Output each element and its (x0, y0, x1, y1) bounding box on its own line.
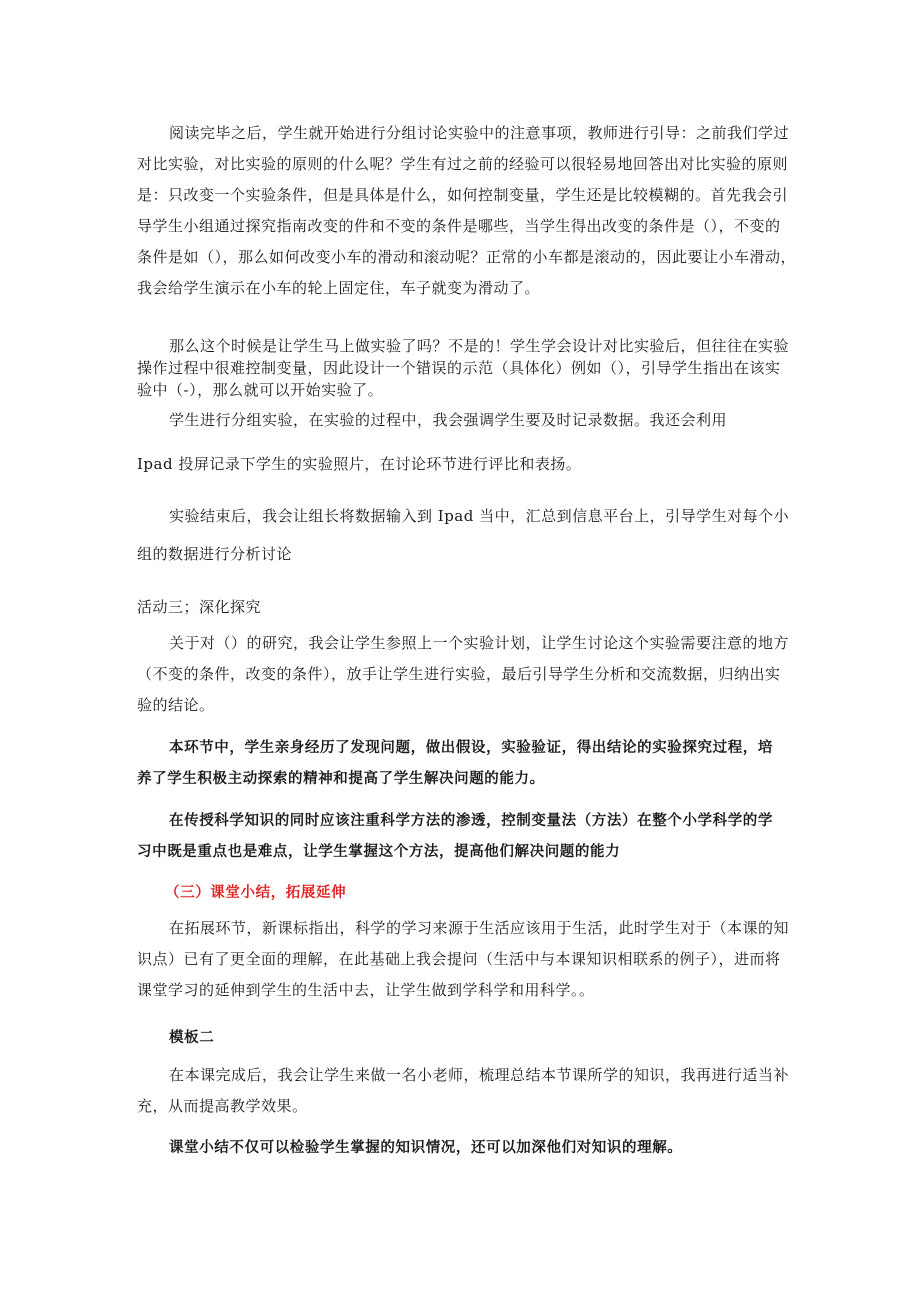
text-line: 验的结论。 (137, 696, 215, 714)
text-line: 我会给学生演示在小车的轮上固定住，车子就变为滑动了。 (137, 279, 541, 297)
text-line: 识点）已有了更全面的理解，在此基础上我会提问（生活中与本课知识相联系的例子），进而将 (137, 950, 781, 968)
text-line: 课堂学习的延伸到学生的生活中去，让学生做到学科学和用科学。。 (137, 981, 595, 999)
paragraph-data-input (137, 501, 790, 570)
text-line: （不变的条件，改变的条件），放手让学生进行实验，最后引导学生分析和交流数据，归纳出实 (137, 665, 781, 683)
paragraph-little-teacher (137, 1060, 790, 1122)
text-line: 在本课完成后，我会让学生来做一名小老师，梳理总结本节课所学的知识，我再进行适当补 (169, 1066, 790, 1084)
heading-template-two (137, 1023, 785, 1054)
text-line: 阅读完毕之后，学生就开始进行分组讨论实验中的注意事项，教师进行引导：之前我们学过 (169, 124, 790, 142)
text-line: 课堂小结不仅可以检验学生掌握的知识情况，还可以加深他们对知识的理解。 (169, 1140, 683, 1156)
text-line: 在拓展环节，新课标指出，科学的学习来源于生活应该用于生活，此时学生对于（本课的知 (169, 919, 790, 937)
paragraph-extension (137, 913, 790, 1006)
paragraph-deep-inquiry (137, 628, 790, 721)
paragraph-summary-bold-2 (137, 806, 785, 868)
paragraph-summary-bold-1 (137, 733, 785, 795)
text-line: Ipad 投屏记录下学生的实验照片，在讨论环节进行评比和表扬。 (137, 455, 582, 473)
text-line: 关于对（）的研究，我会让学生参照上一个实验计划，让学生讨论这个实验需要注意的地方 (169, 634, 790, 652)
text-line: 活动三；深化探究 (137, 598, 262, 616)
text-line: 是：只改变一个实验条件，但是具体是什么，如何控制变量，学生还是比较模糊的。首先我会引 (137, 186, 789, 204)
text-line: 验中（-），那么就可以开始实验了。 (137, 381, 384, 399)
text-line: 习中既是重点也是难点，让学生掌握这个方法，提高他们解决问题的能力 (137, 844, 621, 860)
heading-section-three (137, 878, 785, 909)
text-line: 本环节中，学生亲身经历了发现问题，做出假设，实验验证，得出结论的实验探究过程，培 (169, 740, 773, 756)
text-line: （三）课堂小结，拓展延伸 (165, 885, 347, 901)
text-line: 对比实验，对比实验的原则的什么呢？学生有过之前的经验可以很轻易地回答出对比实验的原则 (137, 155, 789, 173)
text-line: 操作过程中很难控制变量，因此设计一个错误的示范（具体化）例如（），引导学生指出在该实 (137, 359, 781, 377)
paragraph-summary-bold-3 (137, 1133, 785, 1164)
paragraph-wrong-demo (137, 335, 790, 401)
text-line: 学生进行分组实验，在实验的过程中，我会强调学生要及时记录数据。我还会利用 (169, 411, 728, 429)
text-line: 条件是如（），那么如何改变小车的滑动和滚动呢？正常的小车都是滚动的，因此要让小车滑动， (137, 248, 797, 266)
text-line: 那么这个时候是让学生马上做实验了吗？不是的！学生学会设计对比实验后，但往往在实验 (169, 337, 790, 355)
text-line: 在传授科学知识的同时应该注重科学方法的渗透，控制变量法（方法）在整个小学科学的学 (169, 813, 773, 829)
text-line: 充，从而提高教学效果。 (137, 1097, 308, 1115)
paragraph-group-discussion (137, 118, 797, 304)
text-line: 实验结束后，我会让组长将数据输入到 Ipad 当中，汇总到信息平台上，引导学生对每个小 (169, 507, 790, 525)
paragraph-ipad-record (137, 449, 785, 480)
paragraph-group-experiment (137, 405, 785, 436)
text-line: 组的数据进行分析讨论 (137, 545, 293, 563)
text-line: 导学生小组通过探究指南改变的件和不变的条件是哪些，当学生得出改变的条件是（），不变的 (137, 217, 781, 235)
heading-activity-three (137, 592, 785, 623)
text-line: 模板二 (169, 1030, 215, 1046)
text-line: 养了学生积极主动探索的精神和提高了学生解决问题的能力。 (137, 771, 545, 787)
